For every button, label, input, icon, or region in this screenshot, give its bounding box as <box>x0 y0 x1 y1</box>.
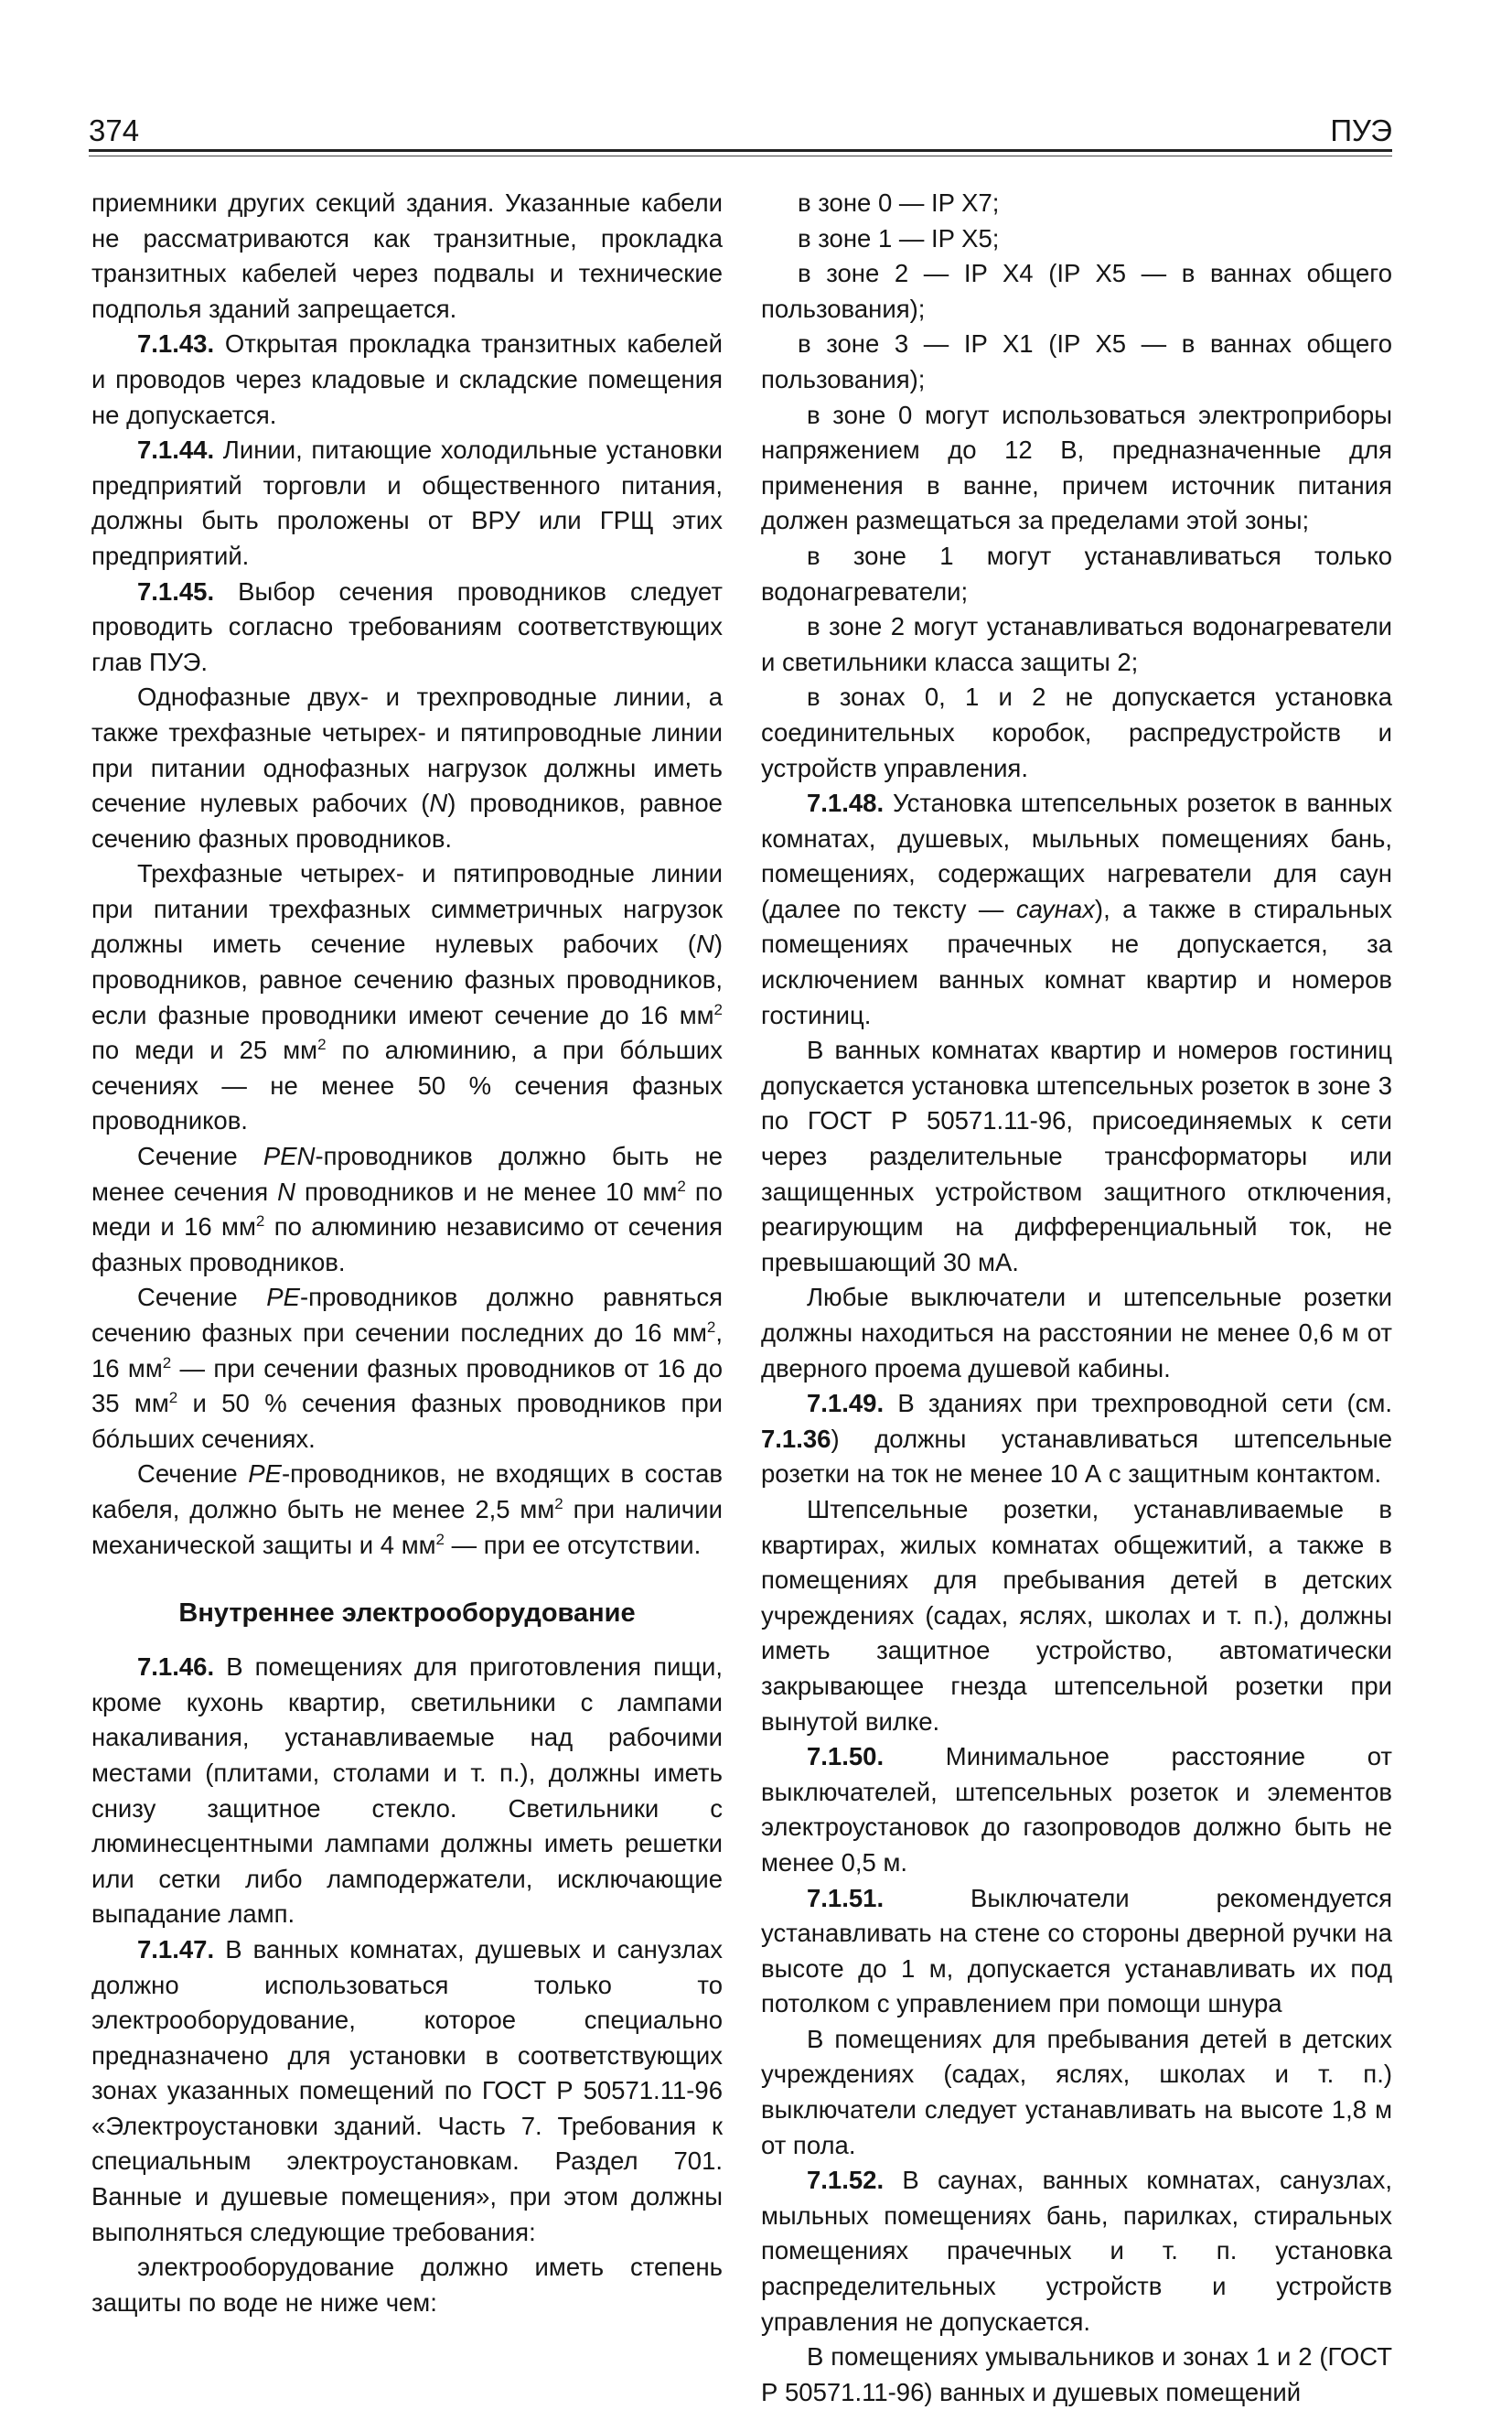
section-text: Выключатели рекомендуется устанавливать на стене со стороны дверной ручки на высоте до 1 м, допускается устанавливать их под потолком с управлением при помощи шнура <box>761 1883 1392 2018</box>
section-text: Установка штепсельных розеток в ванных комнатах, душевых, мыльных помещениях бань, помещениях, содержащих нагреватели для саун (далее по тексту — <box>761 789 1392 923</box>
section-7-1-45 <box>91 575 723 681</box>
text: ) проводников, равное сечению фазных проводников, если фазные проводники имеют сечение до 16 мм <box>91 930 723 1029</box>
text: при наличии механической защиты и 4 мм <box>91 1494 723 1559</box>
superscript: 2 <box>435 1530 445 1548</box>
section-7-1-44 <box>91 433 723 574</box>
text: по алюминию независимо от сечения фазных проводников. <box>91 1212 724 1276</box>
text: и 50 % сечения фазных проводников при бóльших сечениях. <box>91 1389 723 1453</box>
section-7-1-46 <box>91 1650 723 1932</box>
text: ) проводников, равное сечению фазных проводников. <box>91 789 723 853</box>
text: Трехфазные четырех- и пятипроводные линии при питании трехфазных симметричных нагрузок должны иметь сечение нулевых рабочих ( <box>91 859 723 959</box>
superscript: 2 <box>317 1036 327 1054</box>
header-rule <box>89 149 1392 152</box>
section-7-1-51 <box>761 1881 1392 2022</box>
list-item-zone-0: в зоне 0 — IP X7; <box>798 188 1000 217</box>
section-7-1-49 <box>761 1386 1392 1492</box>
paragraph: электрооборудование должно иметь степень защиты по воде не ниже чем: <box>91 2253 723 2317</box>
section-text: В саунах, ванных комнатах, санузлах, мыльных помещениях бань, парилках, стиральных помещениях прачечных и т. п. установка распределительных устройств и устройств управления не допускается. <box>761 2166 1392 2336</box>
paragraph: В помещениях умывальников и зонах 1 и 2 (ГОСТ Р 50571.11-96) ванных и душевых помещений <box>761 2342 1392 2406</box>
right-column <box>761 186 1392 2410</box>
running-title: ПУЭ <box>1330 113 1392 147</box>
section-number: 7.1.45. <box>137 576 215 606</box>
italic-symbol: N <box>277 1177 295 1206</box>
paragraph: Штепсельные розетки, устанавливаемые в квартирах, жилых комнатах общежитий, а также в помещениях для пребывания детей в детских учреждениях (садах, яслях, школах и т. п.), должны иметь защитное устройство, автоматически закрывающее гнезда штепсельной розетки при вынутой вилке. <box>761 1494 1392 1736</box>
running-head <box>89 112 1392 150</box>
section-text: Открытая прокладка транзитных кабелей и проводов через кладовые и складские помещения не допускается. <box>91 329 723 429</box>
section-text: В помещениях для приготовления пищи, кроме кухонь квартир, светильники с лампами накаливания, устанавливаемые над рабочими местами (плитами, столами и т. п.), должны иметь снизу защитное стекло. Светильники с люминесцентными лампами должны иметь решетки или сетки либо ламподержатели, исключающие выпадание ламп. <box>91 1652 723 1929</box>
paragraph-pen <box>91 1139 723 1280</box>
section-7-1-43 <box>91 327 723 433</box>
text: -проводников должно быть не менее сечения <box>91 1142 723 1206</box>
text: Сечение <box>137 1142 263 1171</box>
text: -проводников, не входящих в состав кабеля, должно быть не менее 2,5 мм <box>91 1459 723 1523</box>
section-text: Минимальное расстояние от выключателей, штепсельных розеток и элементов электроустановок до газопроводов должно быть не менее 0,5 м. <box>761 1742 1392 1877</box>
paragraph: В помещениях для пребывания детей в детских учреждениях (садах, яслях, школах и т. п.) выключатели следует устанавливать на высоте 1,8 м от пола. <box>761 2024 1392 2159</box>
paragraph-three-phase <box>91 856 723 1139</box>
superscript: 2 <box>255 1212 265 1231</box>
section-number: 7.1.46. <box>137 1652 215 1682</box>
section-number: 7.1.50. <box>807 1742 885 1771</box>
paragraph-pe-2 <box>91 1457 723 1563</box>
text: -проводников должно равняться сечению фазных при сечении последних до 16 мм <box>91 1283 723 1347</box>
text: Сечение <box>137 1459 249 1489</box>
section-text: Линии, питающие холодильные установки предприятий торговли и общественного питания, должны быть проложены от ВРУ или ГРЩ этих предприятий. <box>91 436 723 570</box>
paragraph: Любые выключатели и штепсельные розетки должны находиться на расстоянии не менее 0,6 м от дверного проема душевой кабины. <box>761 1283 1392 1383</box>
section-text: ), а также в стиральных помещениях прачечных не допускается, за исключением ванных комнат квартир и номеров гостиниц. <box>761 894 1392 1029</box>
section-heading: Внутреннее электрооборудование <box>178 1598 636 1629</box>
paragraph: в зоне 1 могут устанавливаться только водонагреватели; <box>761 541 1392 606</box>
section-number: 7.1.47. <box>137 1934 215 1964</box>
italic-symbol: PEN <box>263 1142 316 1171</box>
section-7-1-48 <box>761 786 1392 1033</box>
section-number: 7.1.51. <box>807 1883 885 1912</box>
section-number: 7.1.43. <box>137 329 215 359</box>
left-column <box>91 186 723 2320</box>
superscript: 2 <box>706 1318 716 1336</box>
paragraph: в зоне 0 могут использоваться электроприборы напряжением до 12 В, предназначенные для применения в ванне, причем источник питания должен размещаться за пределами этой зоны; <box>761 400 1392 535</box>
italic-term: саунах <box>1015 894 1095 923</box>
text: по меди и 16 мм <box>91 1177 724 1242</box>
italic-symbol: N <box>429 789 448 818</box>
text: по меди и 25 мм <box>91 1036 318 1065</box>
text: — при сечении фазных проводников от 16 до 35 мм <box>91 1353 723 1418</box>
paragraph: В ванных комнатах квартир и номеров гостиниц допускается установка штепсельных розеток в зоне 3 по ГОСТ Р 50571.11-96, присоединяемых к сети через разделительные трансформаторы или защищенных устройством защитного отключения, реагирующим на дифференциальный ток, не превышающий 30 мА. <box>761 1036 1392 1276</box>
section-7-1-52 <box>761 2163 1392 2340</box>
section-text: Выбор сечения проводников следует проводить согласно требованиям соответствующих глав ПУЭ. <box>91 576 723 676</box>
superscript: 2 <box>162 1353 172 1372</box>
paragraph: в зоне 2 могут устанавливаться водонагреватели и светильники класса защиты 2; <box>761 612 1392 676</box>
section-text: ) должны устанавливаться штепсельные розетки на ток не менее 10 А с защитным контактом. <box>761 1424 1392 1489</box>
paragraph: приемники других секций здания. Указанные кабели не рассматриваются как транзитные, прокладка транзитных кабелей через подвалы и технические подполья зданий запрещается. <box>91 188 723 323</box>
paragraph-pe-1 <box>91 1280 723 1457</box>
section-7-1-47 <box>91 1932 723 2250</box>
list-item-zone-1: в зоне 1 — IP X5; <box>798 223 1000 253</box>
superscript: 2 <box>168 1389 178 1407</box>
superscript: 2 <box>677 1177 686 1195</box>
superscript: 2 <box>554 1494 563 1512</box>
section-number: 7.1.48. <box>807 789 885 818</box>
list-item-zone-3: в зоне 3 — IP X1 (IP X5 — в ваннах общего пользования); <box>761 329 1392 393</box>
cross-reference: 7.1.36 <box>761 1424 831 1453</box>
text: по алюминию, а при бóльших сечениях — не менее 50 % сечения фазных проводников. <box>91 1036 724 1135</box>
italic-symbol: N <box>695 930 714 959</box>
paragraph: в зонах 0, 1 и 2 не допускается установка соединительных коробок, распредустройств и устройств управления. <box>761 683 1392 782</box>
text: Однофазные двух- и трехпроводные линии, а также трехфазные четырех- и пятипроводные линии при питании однофазных нагрузок должны иметь сечение нулевых рабочих ( <box>91 683 723 818</box>
text: , 16 мм <box>91 1318 723 1383</box>
text: проводников и не менее 10 мм <box>295 1177 678 1206</box>
section-7-1-50 <box>761 1739 1392 1880</box>
list-item-zone-2: в зоне 2 — IP X4 (IP X5 — в ваннах общего пользования); <box>761 259 1392 323</box>
italic-symbol: PE <box>266 1283 300 1312</box>
section-number: 7.1.49. <box>807 1389 885 1418</box>
section-number: 7.1.52. <box>807 2166 885 2195</box>
page-number: 374 <box>89 113 140 147</box>
section-text: В зданиях при трехпроводной сети (см. <box>884 1389 1392 1418</box>
section-text: В ванных комнатах, душевых и санузлах должно использоваться только то электрооборудование, которое специально предназначено для установки в соответствующих зонах указанных помещений по ГОСТ Р 50571.11-96 «Электроустановки зданий. Часть 7. Требования к специальным электроустановкам. Раздел 701. Ванные и душевые помещения», при этом должны выполняться следующие требования: <box>91 1934 723 2246</box>
text: — при ее отсутствии. <box>445 1530 702 1559</box>
section-number: 7.1.44. <box>137 436 215 465</box>
superscript: 2 <box>713 1000 723 1018</box>
paragraph-single-phase <box>91 680 723 856</box>
text: Сечение <box>137 1283 267 1312</box>
italic-symbol: PE <box>248 1459 282 1489</box>
